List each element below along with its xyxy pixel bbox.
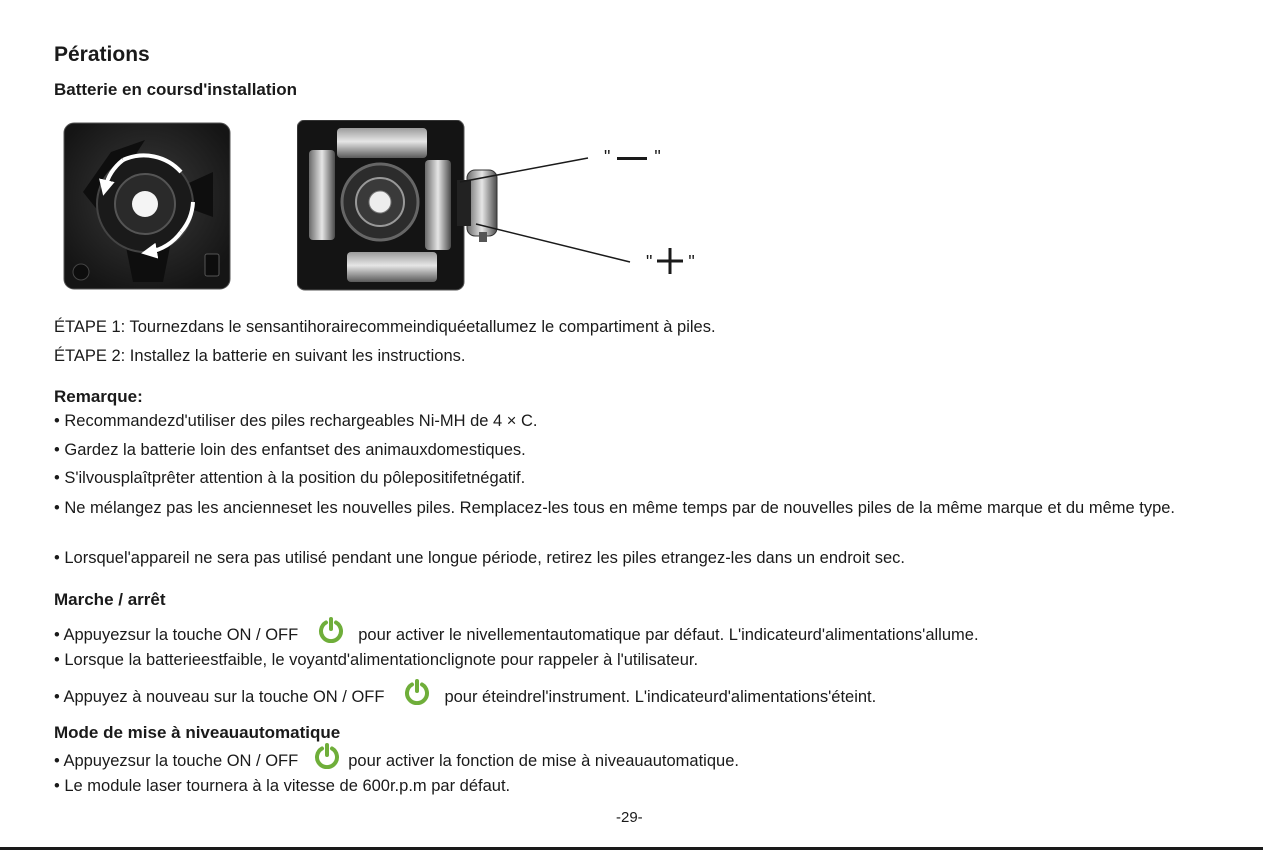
power-line-1-after: pour activer le nivellementautomatique par défaut. L'indicateurd'alimentations'allume. [358, 625, 979, 644]
remark-item: • S'ilvousplaîtprêter attention à la position du pôlepositifetnégatif. [54, 469, 526, 487]
step-1: ÉTAPE 1: Tournezdans le sensantihorairecommeindiquéetallumez le compartiment à piles. [54, 318, 716, 336]
power-line-3-before: • Appuyez à nouveau sur la touche ON / OFF [54, 687, 385, 706]
remark-item: • Ne mélangez pas les ancienneset les nouvelles piles. Remplacez-les tous en même temps par de nouvelles piles de la même marque et du même type. [54, 499, 1176, 517]
remark-item: • Lorsquel'appareil ne sera pas utilisé pendant une longue période, retirez les piles etrangez-les dans un endroit sec. [54, 549, 905, 567]
plus-terminal-label: " " [646, 250, 695, 276]
page-number: -29- [616, 809, 643, 826]
remark-heading: Remarque: [54, 387, 143, 406]
power-line-3 [54, 682, 876, 713]
remark-item: • Gardez la batterie loin des enfantset des animauxdomestiques. [54, 441, 526, 459]
auto-level-line-1-before: • Appuyezsur la touche ON / OFF [54, 751, 299, 770]
power-heading: Marche / arrêt [54, 590, 166, 609]
power-icon [404, 679, 430, 710]
section-subtitle: Batterie en coursd'installation [54, 80, 298, 99]
power-line-1-before: • Appuyezsur la touche ON / OFF [54, 625, 299, 644]
auto-level-heading: Mode de mise à niveauautomatique [54, 723, 341, 742]
power-line-1 [54, 620, 979, 651]
page-title: Pérations [54, 43, 150, 66]
auto-level-line-2: • Le module laser tournera à la vitesse de 600r.p.m par défaut. [54, 777, 511, 795]
remark-item: • Recommandezd'utiliser des piles rechargeables Ni-MH de 4 × C. [54, 412, 538, 430]
power-line-3-after: pour éteindrel'instrument. L'indicateurd'alimentations'éteint. [444, 687, 877, 706]
power-icon [318, 617, 344, 648]
power-icon [314, 743, 340, 774]
minus-terminal-label: " " [604, 147, 661, 167]
auto-level-line-1-after: pour activer la fonction de mise à niveauautomatique. [348, 751, 739, 770]
power-line-2: • Lorsque la batterieestfaible, le voyantd'alimentationclignote pour rappeler à l'utilisateur. [54, 651, 699, 669]
step-2: ÉTAPE 2: Installez la batterie en suivant les instructions. [54, 347, 466, 365]
auto-level-line-1 [54, 746, 739, 777]
bottom-rule [0, 847, 1263, 850]
